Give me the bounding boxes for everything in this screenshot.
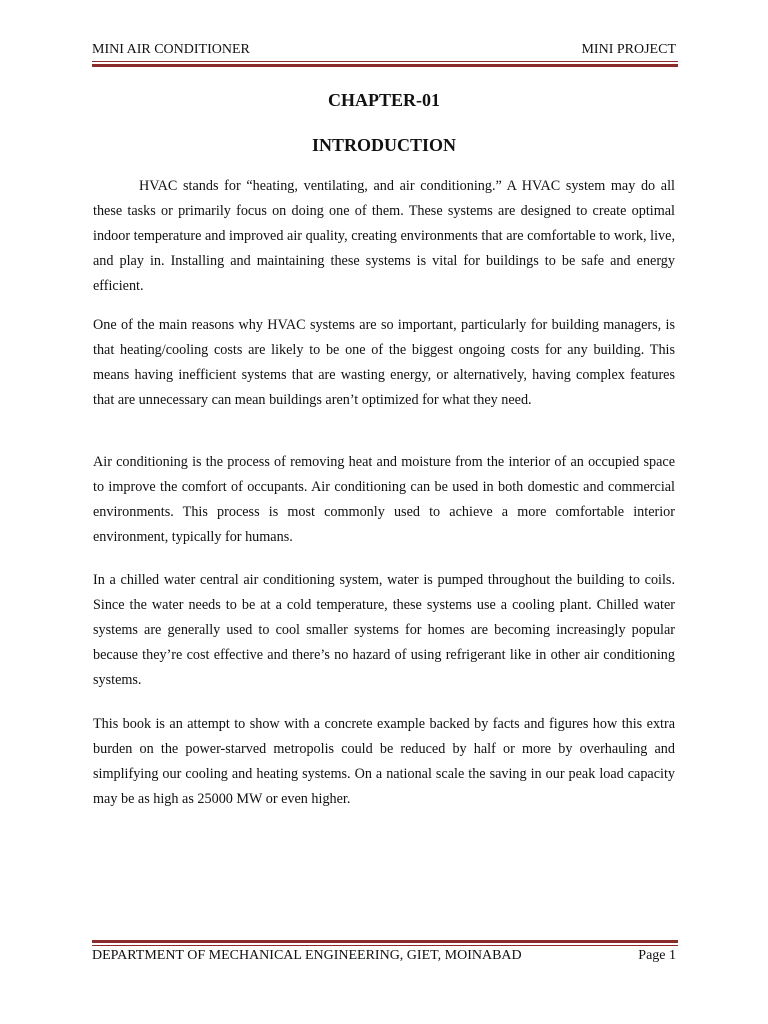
header-rule-thick [92,64,678,67]
header-rule-thin [92,61,678,62]
page-number: Page 1 [638,948,676,963]
footer-department-text: DEPARTMENT OF MECHANICAL ENGINEERING, GIET, MOINABAD [92,948,522,963]
paragraph-hvac-importance: One of the main reasons why HVAC systems are so important, particularly for building managers, is that heating/cooling costs are likely to be one of the biggest ongoing costs for any building. This means having inefficient systems that are wasting energy, or alternatively, having complex features that are unnecessary can mean buildings aren’t optimized for what they need. [93,317,675,408]
paragraph-book-purpose: This book is an attempt to show with a concrete example backed by facts and figures how this extra burden on the power-starved metropolis could be reduced by half or more by overhauling and simplifying our cooling and heating systems. On a national scale the saving in our peak load capacity may be as high as 25000 MW or even higher. [93,716,675,807]
header-right-text: MINI PROJECT [581,42,676,57]
footer-rule-thick [92,940,678,943]
page-header [92,40,678,60]
page-title: INTRODUCTION [311,135,457,155]
paragraph-hvac-definition: HVAC stands for “heating, ventilating, and air conditioning.” A HVAC system may do all these tasks or primarily focus on doing one of them. These systems are designed to create optimal indoor temperature and improved air quality, creating environments that are comfortable to work, live, and play in. Installing and maintaining these systems is vital for buildings to be safe and energy efficient. [93,178,675,294]
page-footer [92,946,678,966]
chapter-heading: CHAPTER-01 [328,90,440,110]
header-left-text: MINI AIR CONDITIONER [92,42,250,57]
paragraph-chilled-water: In a chilled water central air conditioning system, water is pumped throughout the building to coils. Since the water needs to be at a cold temperature, these systems use a cooling plant. Chilled water systems are generally used to cool smaller systems for homes are becoming increasingly popular because they’re cost effective and there’s no hazard of using refrigerant like in other air conditioning systems. [93,572,675,688]
paragraph-air-conditioning: Air conditioning is the process of removing heat and moisture from the interior of an occupied space to improve the comfort of occupants. Air conditioning can be used in both domestic and commercial environments. This process is most commonly used to achieve a more comfortable interior environment, typically for humans. [93,454,675,545]
